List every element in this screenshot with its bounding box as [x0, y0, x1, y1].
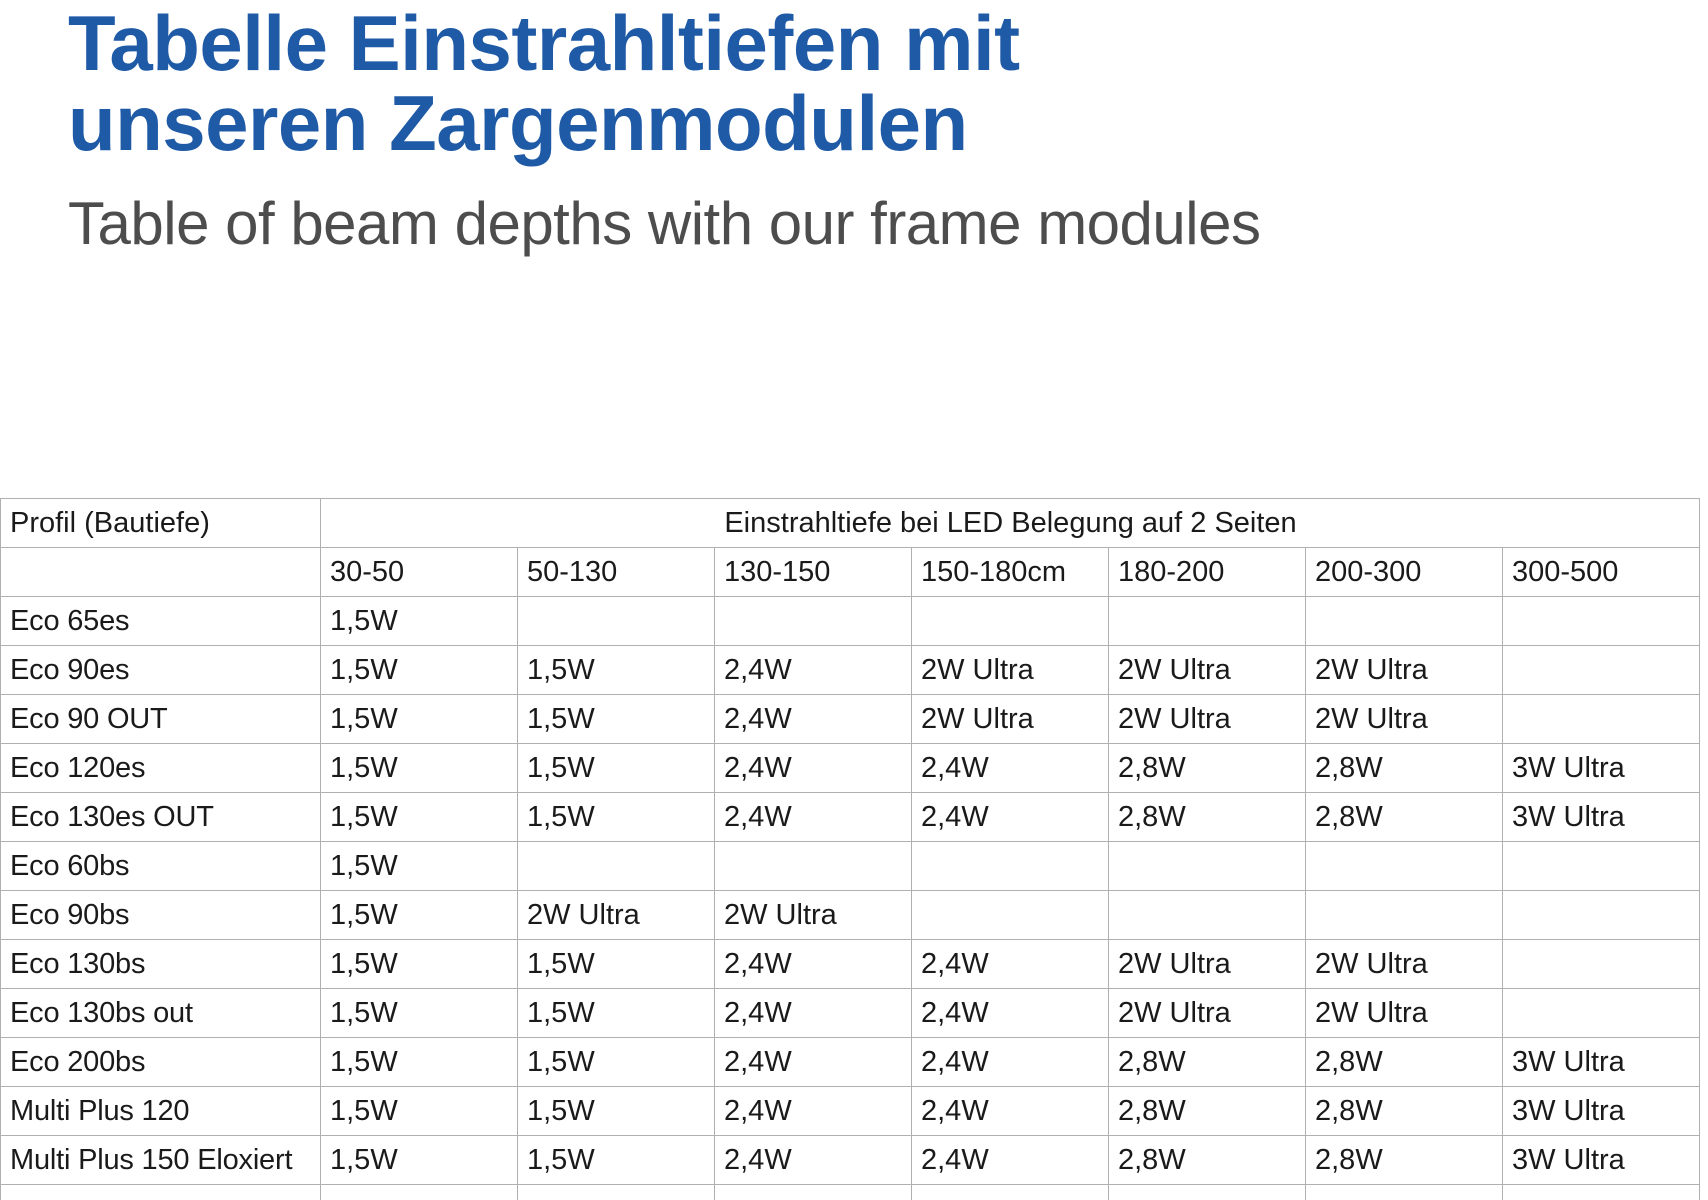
- cell-value: 2,8W: [1109, 744, 1306, 793]
- cell-value: 1,5W: [321, 1136, 518, 1185]
- row-profile-label: Eco 90 OUT: [1, 695, 321, 744]
- cell-value: 2,4W: [912, 1038, 1109, 1087]
- cell-value: [912, 842, 1109, 891]
- row-profile-label: Eco 60bs: [1, 842, 321, 891]
- cell-value: 2,8W: [1306, 744, 1503, 793]
- cell-value: 1,5W: [321, 744, 518, 793]
- cell-value: [1503, 695, 1700, 744]
- cell-value: 1,5W: [321, 793, 518, 842]
- table-column-header: 130-150: [715, 548, 912, 597]
- cell-value: 1,5W: [518, 793, 715, 842]
- cell-value: 2W Ultra: [1306, 695, 1503, 744]
- table-head: [1, 499, 1700, 597]
- table-row: [1, 891, 1700, 940]
- table-row: [1, 744, 1700, 793]
- cell-value: 2,4W: [912, 793, 1109, 842]
- table-row: [1, 597, 1700, 646]
- cell-value: [1306, 842, 1503, 891]
- cell-value: 1,5W: [321, 1087, 518, 1136]
- row-profile-label: Multi Plus 120: [1, 1087, 321, 1136]
- cell-value: 2,4W: [715, 744, 912, 793]
- row-profile-label: Multi Plus 150 Eloxiert: [1, 1136, 321, 1185]
- cell-value: 1,5W: [518, 1038, 715, 1087]
- cell-value: 2,4W: [912, 989, 1109, 1038]
- cell-value: [1503, 597, 1700, 646]
- cell-value: [1503, 1185, 1700, 1200]
- cell-value: [1503, 842, 1700, 891]
- cell-value: 1,5W: [518, 744, 715, 793]
- cell-value: 2,4W: [715, 1136, 912, 1185]
- cell-value: 1,5W: [321, 646, 518, 695]
- cell-value: [715, 1185, 912, 1200]
- table-header-row-columns: [1, 548, 1700, 597]
- table-row: [1, 646, 1700, 695]
- cell-value: 2,4W: [715, 646, 912, 695]
- cell-value: [1503, 989, 1700, 1038]
- cell-value: [715, 842, 912, 891]
- cell-value: 2,4W: [912, 940, 1109, 989]
- row-profile-label: Eco 65es: [1, 597, 321, 646]
- cell-value: [912, 597, 1109, 646]
- cell-value: [321, 1185, 518, 1200]
- cell-value: [518, 842, 715, 891]
- cell-value: 2,8W: [1109, 793, 1306, 842]
- table-corner-header: Profil (Bautiefe): [1, 499, 321, 548]
- cell-value: 2W Ultra: [1109, 989, 1306, 1038]
- cell-value: [518, 597, 715, 646]
- cell-value: [1109, 1185, 1306, 1200]
- row-profile-label: Eco 90es: [1, 646, 321, 695]
- cell-value: 2W Ultra: [1306, 989, 1503, 1038]
- cell-value: 2W Ultra: [1109, 695, 1306, 744]
- cell-value: 2W Ultra: [518, 891, 715, 940]
- cell-value: 2,8W: [1109, 1038, 1306, 1087]
- cell-value: 2W Ultra: [912, 695, 1109, 744]
- cell-value: 2,8W: [1109, 1136, 1306, 1185]
- page-subtitle: Table of beam depths with our frame modules: [68, 190, 1261, 258]
- table-row: [1, 989, 1700, 1038]
- cell-value: 2W Ultra: [1109, 940, 1306, 989]
- cell-value: [518, 1185, 715, 1200]
- cell-value: 2,4W: [912, 1087, 1109, 1136]
- cell-value: 2W Ultra: [1306, 646, 1503, 695]
- cell-value: [1109, 891, 1306, 940]
- cell-value: 2,4W: [715, 989, 912, 1038]
- row-profile-label: Eco 130bs out: [1, 989, 321, 1038]
- table-column-header: 300-500: [1503, 548, 1700, 597]
- table-row: [1, 1087, 1700, 1136]
- table-column-header: 30-50: [321, 548, 518, 597]
- cell-value: [1503, 891, 1700, 940]
- cell-value: 1,5W: [518, 695, 715, 744]
- cell-value: [912, 891, 1109, 940]
- table-header-empty: [1, 548, 321, 597]
- cell-value: 2W Ultra: [1306, 940, 1503, 989]
- row-profile-label: Eco 200bs: [1, 1038, 321, 1087]
- cell-value: 1,5W: [321, 891, 518, 940]
- cell-value: [1306, 1185, 1503, 1200]
- cell-value: 2,8W: [1306, 793, 1503, 842]
- cell-value: 1,5W: [321, 842, 518, 891]
- cell-value: 2W Ultra: [715, 891, 912, 940]
- cell-value: [1109, 842, 1306, 891]
- beam-depth-table: [0, 498, 1700, 1200]
- table-row: [1, 940, 1700, 989]
- cell-value: [1109, 597, 1306, 646]
- beam-depth-table-wrapper: [0, 498, 1708, 1200]
- cell-value: 2W Ultra: [1109, 646, 1306, 695]
- cell-value: 2,8W: [1306, 1038, 1503, 1087]
- cell-value: 1,5W: [321, 940, 518, 989]
- table-column-header: 180-200: [1109, 548, 1306, 597]
- cell-value: 3W Ultra: [1503, 744, 1700, 793]
- cell-value: 2,8W: [1306, 1087, 1503, 1136]
- cell-value: 2,4W: [715, 793, 912, 842]
- cell-value: 2,4W: [715, 1087, 912, 1136]
- cell-value: 2,4W: [715, 1038, 912, 1087]
- cell-value: 1,5W: [321, 989, 518, 1038]
- cell-value: [715, 597, 912, 646]
- cell-value: 2,4W: [912, 744, 1109, 793]
- page-title: Tabelle Einstrahltiefen mit unseren Zargenmodulen: [68, 0, 1020, 167]
- cell-value: [1503, 646, 1700, 695]
- table-row: [1, 1038, 1700, 1087]
- title-block: [0, 0, 1708, 257]
- row-profile-label: [1, 1185, 321, 1200]
- table-column-header: 150-180cm: [912, 548, 1109, 597]
- cell-value: 3W Ultra: [1503, 1038, 1700, 1087]
- row-profile-label: Eco 130bs: [1, 940, 321, 989]
- table-row: [1, 842, 1700, 891]
- row-profile-label: Eco 90bs: [1, 891, 321, 940]
- table-row: [1, 1185, 1700, 1200]
- cell-value: 2W Ultra: [912, 646, 1109, 695]
- table-row: [1, 793, 1700, 842]
- cell-value: 1,5W: [518, 646, 715, 695]
- table-column-header: 200-300: [1306, 548, 1503, 597]
- cell-value: 3W Ultra: [1503, 793, 1700, 842]
- cell-value: 1,5W: [321, 1038, 518, 1087]
- table-row: [1, 1136, 1700, 1185]
- row-profile-label: Eco 120es: [1, 744, 321, 793]
- cell-value: 1,5W: [321, 695, 518, 744]
- cell-value: [1503, 940, 1700, 989]
- cell-value: 1,5W: [518, 1136, 715, 1185]
- cell-value: [912, 1185, 1109, 1200]
- cell-value: 3W Ultra: [1503, 1087, 1700, 1136]
- row-profile-label: Eco 130es OUT: [1, 793, 321, 842]
- cell-value: [1306, 891, 1503, 940]
- cell-value: 1,5W: [518, 940, 715, 989]
- table-column-header: 50-130: [518, 548, 715, 597]
- cell-value: [1306, 597, 1503, 646]
- cell-value: 2,4W: [715, 695, 912, 744]
- cell-value: 3W Ultra: [1503, 1136, 1700, 1185]
- cell-value: 1,5W: [518, 1087, 715, 1136]
- cell-value: 2,4W: [912, 1136, 1109, 1185]
- table-body: [1, 597, 1700, 1200]
- table-header-row-group: [1, 499, 1700, 548]
- cell-value: 2,4W: [715, 940, 912, 989]
- cell-value: 2,8W: [1109, 1087, 1306, 1136]
- table-group-header: Einstrahltiefe bei LED Belegung auf 2 Seiten: [321, 499, 1700, 548]
- cell-value: 1,5W: [518, 989, 715, 1038]
- cell-value: 1,5W: [321, 597, 518, 646]
- table-row: [1, 695, 1700, 744]
- cell-value: 2,8W: [1306, 1136, 1503, 1185]
